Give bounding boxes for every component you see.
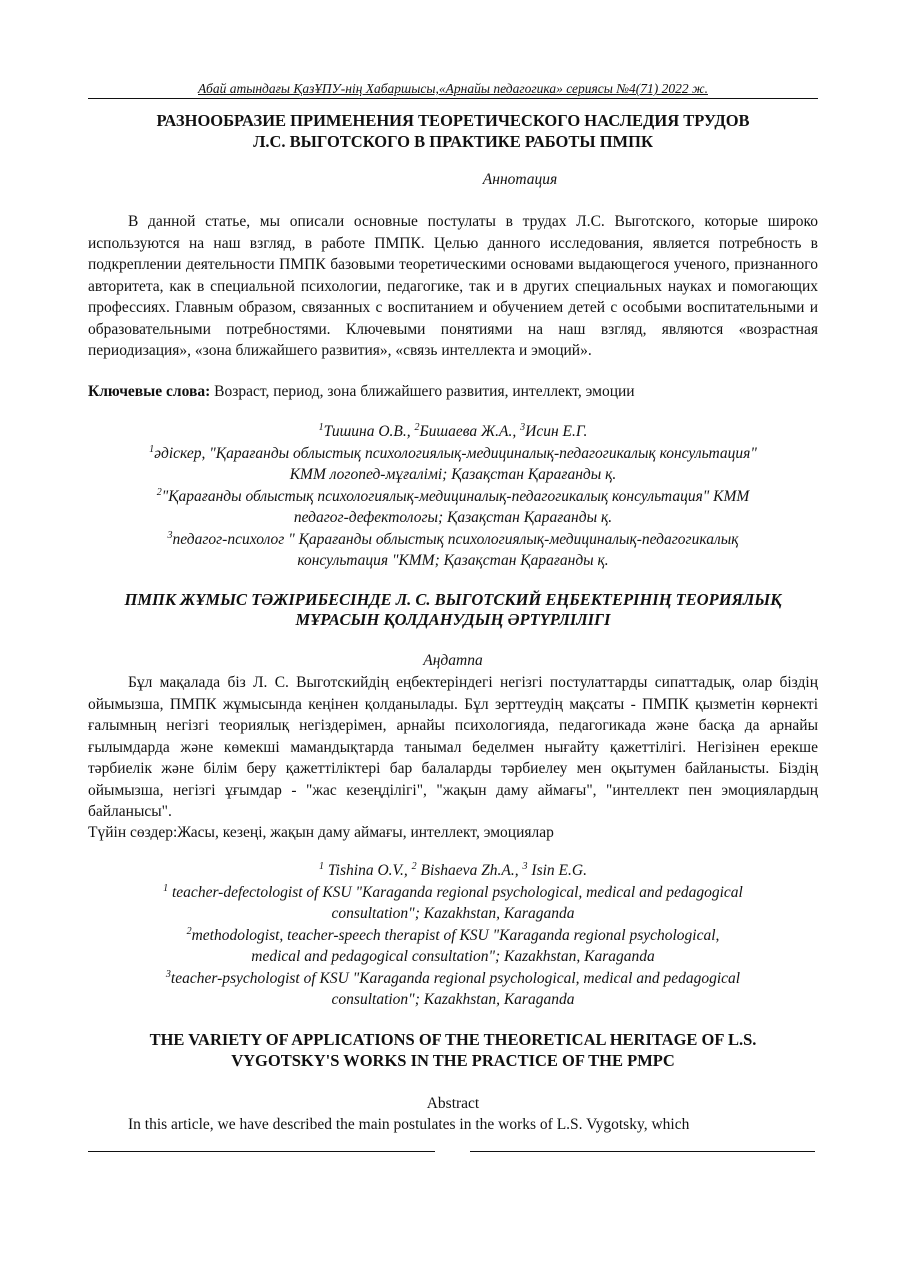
author-names-kazakh xyxy=(88,421,818,443)
authors-kazakh xyxy=(88,421,818,572)
running-header: Абай атындағы ҚазҰПУ-нің Хабаршысы,«Арнайы педагогика» сериясы №4(71) 2022 ж. xyxy=(198,81,708,96)
author-name: Bishaeva Zh.A., xyxy=(416,862,523,879)
author-index: 3 xyxy=(520,421,526,433)
title-kazakh-line2: МҰРАСЫН ҚОЛДАНУДЫҢ ӘРТҮРЛІЛІГІ xyxy=(295,610,611,629)
footer-rule-right xyxy=(470,1151,815,1152)
affiliation-text: methodologist, teacher-speech therapist of KSU "Karaganda regional psychological, xyxy=(191,926,720,944)
abstract-label-russian: Аннотация xyxy=(482,171,558,188)
title-english xyxy=(88,1029,818,1071)
abstract-english: In this article, we have described the main postulates in the works of L.S. Vygotsky, which xyxy=(128,1116,690,1133)
author-name: Бишаева Ж.А., xyxy=(419,423,521,440)
header-rule xyxy=(88,98,818,99)
affiliation-index: 3 xyxy=(165,968,171,980)
abstract-kazakh: Бұл мақалада біз Л. С. Выготскийдің еңбектеріндегі негізгі постулаттарды сипаттадық, олар біздің ойымызша, ПМПК жұмысында кеңінен қолданылады. Бұл зерттеудің мақсаты - ПМПК қызметін көрнекті ғалымның негізгі теориялық негіздерімен, арнайы психологияда, педагогикада және басқа да арнайы ғылымдарда және көмекші мамандықтарда танымал беделмен нығайту қажеттілігі. Негізінен ерекше тәрбиелік және білім беру қажеттіліктері бар балаларды тәрбиелеу мен оқытумен байланысты. Біздің ойымызша, негізгі ұғымдар - "жас кезеңділігі", "жақын даму аймағы", "интеллект пен эмоциялардың байланысы". xyxy=(88,674,818,820)
footer-rule-left xyxy=(88,1151,435,1152)
affiliation-2-kazakh xyxy=(88,486,818,508)
affiliation-index: 2 xyxy=(186,925,192,937)
authors-english xyxy=(88,860,818,1011)
abstract-label-english: Abstract xyxy=(426,1095,480,1112)
author-index: 2 xyxy=(411,860,417,872)
title-english-line2: VYGOTSKY'S WORKS IN THE PRACTICE OF THE PMPC xyxy=(231,1051,675,1070)
affiliation-2-english-cont: medical and pedagogical consultation"; Kazakhstan, Karaganda xyxy=(251,948,655,965)
affiliation-3-kazakh xyxy=(88,529,818,551)
abstract-label-kazakh: Аңдатпа xyxy=(423,652,483,669)
keywords-text-russian: Возраст, период, зона ближайшего развития, интеллект, эмоции xyxy=(210,383,635,400)
affiliation-index: 1 xyxy=(149,443,155,455)
affiliation-text: "Қарағанды облыстық психологиялық-медициналық-педагогикалық консультация" КММ xyxy=(161,487,750,505)
author-name: Тишина О.В., xyxy=(323,423,415,440)
keywords-kazakh: Түйін сөздер:Жасы, кезеңі, жақын даму аймағы, интеллект, эмоциялар xyxy=(88,824,554,841)
title-russian-line2: Л.С. ВЫГОТСКОГО В ПРАКТИКЕ РАБОТЫ ПМПК xyxy=(253,132,653,151)
keywords-label-russian: Ключевые слова: xyxy=(88,383,211,400)
affiliation-1-english xyxy=(88,882,818,904)
affiliation-text: teacher-psychologist of KSU "Karaganda regional psychological, medical and pedagogical xyxy=(170,969,741,987)
affiliation-index: 1 xyxy=(163,882,169,894)
affiliation-text: teacher-defectologist of KSU "Karaganda regional psychological, medical and pedagogical xyxy=(168,883,743,901)
author-index: 1 xyxy=(319,860,325,872)
title-kazakh xyxy=(88,590,818,630)
keywords-russian xyxy=(88,381,818,402)
affiliation-1-kazakh-cont: КММ логопед-мұғалімі; Қазақстан Қарағанды қ. xyxy=(289,466,617,483)
affiliation-1-english-cont: consultation"; Kazakhstan, Karaganda xyxy=(331,905,575,922)
title-russian-line1: РАЗНООБРАЗИЕ ПРИМЕНЕНИЯ ТЕОРЕТИЧЕСКОГО НАСЛЕДИЯ ТРУДОВ xyxy=(156,111,750,130)
affiliation-3-english-cont: consultation"; Kazakhstan, Karaganda xyxy=(331,991,575,1008)
affiliation-index: 2 xyxy=(156,486,162,498)
affiliation-index: 3 xyxy=(167,529,173,541)
author-name: Исин Е.Г. xyxy=(525,423,588,440)
affiliation-text: әдіскер, "Қарағанды облыстық психологиялық-медициналық-педагогикалық консультация" xyxy=(154,444,757,462)
author-name: Tishina O.V., xyxy=(324,862,412,879)
affiliation-2-english xyxy=(88,925,818,947)
author-index: 2 xyxy=(414,421,420,433)
author-index: 1 xyxy=(318,421,324,433)
affiliation-3-kazakh-cont: консультация "КММ; Қазақстан Қарағанды қ. xyxy=(297,552,609,569)
title-english-line1: THE VARIETY OF APPLICATIONS OF THE THEORETICAL HERITAGE OF L.S. xyxy=(149,1030,757,1049)
title-kazakh-line1: ПМПК ЖҰМЫС ТӘЖІРИБЕСІНДЕ Л. С. ВЫГОТСКИЙ ЕҢБЕКТЕРІНІҢ ТЕОРИЯЛЫҚ xyxy=(124,590,782,609)
title-russian xyxy=(88,110,818,152)
affiliation-2-kazakh-cont: педагог-дефектологы; Қазақстан Қарағанды қ. xyxy=(293,509,613,526)
affiliation-1-kazakh xyxy=(88,443,818,465)
author-index: 3 xyxy=(522,860,528,872)
abstract-russian: В данной статье, мы описали основные постулаты в трудах Л.С. Выготского, которые широко используются на наш взгляд, в работе ПМПК. Целью данного исследования, является потребность в подкреплении деятельности ПМПК базовыми теоретическими основами выдающегося ученого, признанного авторитета, как в специальной психологии, педагогике, так и в других специальных науках и помогающих профессиях. Главным образом, связанных с воспитанием и обучением детей с особыми воспитательными и образовательными потребностями. Ключевыми понятиями на наш взгляд, являются «возрастная периодизация», «зона ближайшего развития», «связь интеллекта и эмоций». xyxy=(88,213,818,359)
author-names-english xyxy=(88,860,818,882)
affiliation-text: педагог-психолог " Қарағанды облыстық психологиялық-медициналық-педагогикалық xyxy=(172,530,739,548)
author-name: Isin E.G. xyxy=(527,862,587,879)
affiliation-3-english xyxy=(88,968,818,990)
